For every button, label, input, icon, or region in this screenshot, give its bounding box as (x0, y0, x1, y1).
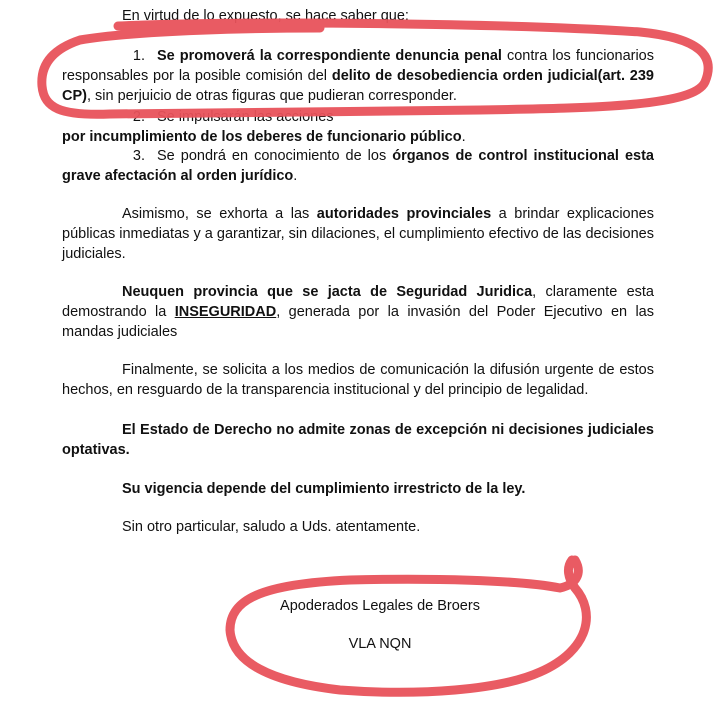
list-item-3: 3. Se pondrá en conocimiento de los órganos de control institucional esta grave afectación al orden jurídico. (62, 148, 654, 184)
list-number: 1. (132, 48, 145, 64)
paragraph-vigencia: Su vigencia depende del cumplimiento irrestricto de la ley. (122, 481, 526, 497)
signature-block (240, 596, 520, 654)
signature-line-1: Apoderados Legales de Broers (280, 598, 480, 614)
paragraph-finalmente: Finalmente, se solicita a los medios de comunicación la difusión urgente de estos hechos, en resguardo de la transparencia institucional y del principio de legalidad. (62, 362, 654, 398)
paragraph-neuquen: Neuquen provincia que se jacta de Seguridad Juridica, claramente esta demostrando la INSEGURIDAD, generada por la invasión del Poder Ejecutivo en las mandas judiciales (62, 284, 654, 340)
intro-line: En virtud de lo expuesto, se hace saber que: (122, 8, 409, 24)
paragraph-estado-de-derecho: El Estado de Derecho no admite zonas de excepción ni decisiones judiciales optativas. (62, 422, 654, 458)
paragraph-asimismo: Asimismo, se exhorta a las autoridades provinciales a brindar explicaciones públicas inmediatas y a garantizar, sin dilaciones, el cumplimiento efectivo de las decisiones judiciales. (62, 206, 654, 262)
list-item-2: 2. Se impulsarán las acciones por incumplimiento de los deberes de funcionario público. (62, 109, 466, 145)
list-number: 2. (132, 109, 145, 125)
list-item-1: 1. Se promoverá la correspondiente denuncia penal contra los funcionarios responsables por la posible comisión del delito de desobediencia orden judicial(art. 239 CP), sin perjuicio de otras figuras que pudieran corresponder. (62, 48, 655, 104)
list-number: 3. (132, 148, 145, 164)
closing-line: Sin otro particular, saludo a Uds. atentamente. (122, 519, 421, 535)
signature-line-2: VLA NQN (348, 636, 412, 652)
